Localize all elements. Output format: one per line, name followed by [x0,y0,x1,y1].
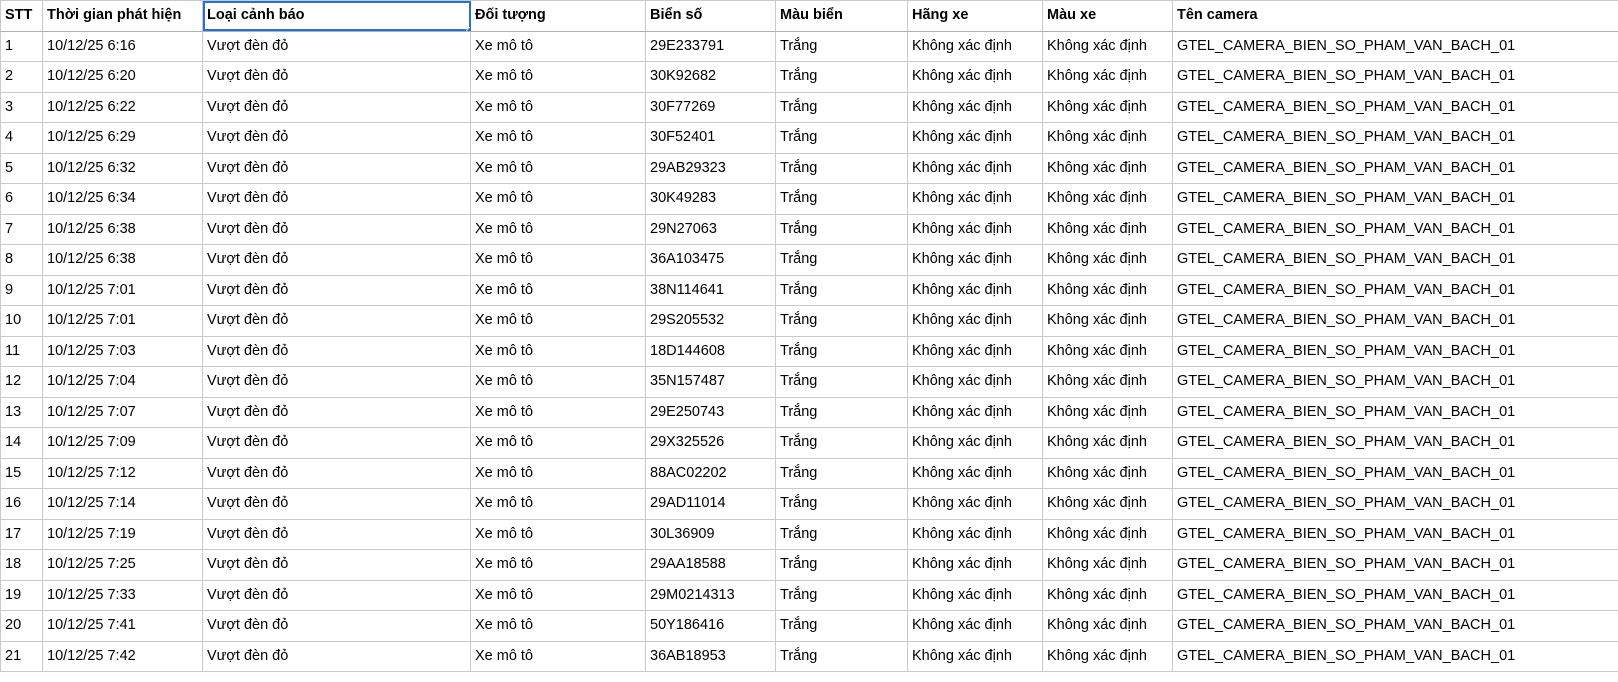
cell-type[interactable]: Vượt đèn đỏ [203,275,471,306]
cell-vehicle-color[interactable]: Không xác định [1043,62,1173,93]
cell-camera[interactable]: GTEL_CAMERA_BIEN_SO_PHAM_VAN_BACH_01 [1173,641,1618,672]
cell-type[interactable]: Vượt đèn đỏ [203,92,471,123]
cell-stt[interactable]: 20 [1,611,43,642]
cell-stt[interactable]: 4 [1,123,43,154]
cell-brand[interactable]: Không xác định [908,123,1043,154]
cell-stt[interactable]: 7 [1,214,43,245]
cell-type[interactable]: Vượt đèn đỏ [203,580,471,611]
cell-vehicle-color[interactable]: Không xác định [1043,153,1173,184]
cell-vehicle-color[interactable]: Không xác định [1043,245,1173,276]
cell-time[interactable]: 10/12/25 6:34 [43,184,203,215]
cell-plate[interactable]: 29N27063 [646,214,776,245]
cell-brand[interactable]: Không xác định [908,580,1043,611]
table-row[interactable] [1,428,1618,459]
cell-object[interactable]: Xe mô tô [471,336,646,367]
cell-vehicle-color[interactable]: Không xác định [1043,550,1173,581]
cell-vehicle-color[interactable]: Không xác định [1043,31,1173,62]
table-row[interactable] [1,489,1618,520]
cell-object[interactable]: Xe mô tô [471,275,646,306]
cell-vehicle-color[interactable]: Không xác định [1043,92,1173,123]
column-header-vehicle-color[interactable]: Màu xe [1043,1,1173,32]
cell-stt[interactable]: 10 [1,306,43,337]
cell-stt[interactable]: 18 [1,550,43,581]
cell-object[interactable]: Xe mô tô [471,31,646,62]
cell-type[interactable]: Vượt đèn đỏ [203,428,471,459]
column-header-plate[interactable]: Biển số [646,1,776,32]
cell-type[interactable]: Vượt đèn đỏ [203,611,471,642]
cell-plate-color[interactable]: Trắng [776,245,908,276]
cell-plate[interactable]: 30L36909 [646,519,776,550]
cell-stt[interactable]: 17 [1,519,43,550]
cell-plate-color[interactable]: Trắng [776,397,908,428]
cell-plate-color[interactable]: Trắng [776,611,908,642]
cell-camera[interactable]: GTEL_CAMERA_BIEN_SO_PHAM_VAN_BACH_01 [1173,275,1618,306]
cell-plate[interactable]: 29AA18588 [646,550,776,581]
cell-type[interactable]: Vượt đèn đỏ [203,519,471,550]
cell-plate-color[interactable]: Trắng [776,275,908,306]
cell-plate[interactable]: 30K49283 [646,184,776,215]
cell-type[interactable]: Vượt đèn đỏ [203,214,471,245]
cell-vehicle-color[interactable]: Không xác định [1043,641,1173,672]
cell-brand[interactable]: Không xác định [908,367,1043,398]
cell-time[interactable]: 10/12/25 7:07 [43,397,203,428]
cell-object[interactable]: Xe mô tô [471,611,646,642]
cell-time[interactable]: 10/12/25 6:38 [43,214,203,245]
cell-plate[interactable]: 29X325526 [646,428,776,459]
cell-time[interactable]: 10/12/25 6:32 [43,153,203,184]
cell-object[interactable]: Xe mô tô [471,184,646,215]
cell-brand[interactable]: Không xác định [908,428,1043,459]
cell-plate-color[interactable]: Trắng [776,367,908,398]
cell-camera[interactable]: GTEL_CAMERA_BIEN_SO_PHAM_VAN_BACH_01 [1173,611,1618,642]
cell-plate[interactable]: 18D144608 [646,336,776,367]
table-row[interactable] [1,123,1618,154]
cell-plate-color[interactable]: Trắng [776,306,908,337]
cell-stt[interactable]: 14 [1,428,43,459]
cell-object[interactable]: Xe mô tô [471,458,646,489]
cell-vehicle-color[interactable]: Không xác định [1043,397,1173,428]
cell-time[interactable]: 10/12/25 7:03 [43,336,203,367]
column-header-camera[interactable]: Tên camera [1173,1,1618,32]
cell-stt[interactable]: 2 [1,62,43,93]
cell-object[interactable]: Xe mô tô [471,397,646,428]
cell-plate[interactable]: 36A103475 [646,245,776,276]
table-row[interactable] [1,245,1618,276]
cell-plate-color[interactable]: Trắng [776,153,908,184]
cell-time[interactable]: 10/12/25 6:22 [43,92,203,123]
cell-plate-color[interactable]: Trắng [776,428,908,459]
cell-brand[interactable]: Không xác định [908,336,1043,367]
cell-stt[interactable]: 9 [1,275,43,306]
table-row[interactable] [1,184,1618,215]
cell-type[interactable]: Vượt đèn đỏ [203,336,471,367]
cell-vehicle-color[interactable]: Không xác định [1043,611,1173,642]
cell-camera[interactable]: GTEL_CAMERA_BIEN_SO_PHAM_VAN_BACH_01 [1173,367,1618,398]
cell-stt[interactable]: 16 [1,489,43,520]
cell-camera[interactable]: GTEL_CAMERA_BIEN_SO_PHAM_VAN_BACH_01 [1173,184,1618,215]
table-row[interactable] [1,397,1618,428]
cell-plate-color[interactable]: Trắng [776,519,908,550]
cell-plate[interactable]: 29E250743 [646,397,776,428]
cell-camera[interactable]: GTEL_CAMERA_BIEN_SO_PHAM_VAN_BACH_01 [1173,31,1618,62]
table-row[interactable] [1,153,1618,184]
table-row[interactable] [1,580,1618,611]
cell-vehicle-color[interactable]: Không xác định [1043,184,1173,215]
cell-type[interactable]: Vượt đèn đỏ [203,641,471,672]
cell-plate-color[interactable]: Trắng [776,580,908,611]
cell-time[interactable]: 10/12/25 6:29 [43,123,203,154]
cell-type[interactable]: Vượt đèn đỏ [203,458,471,489]
cell-plate-color[interactable]: Trắng [776,458,908,489]
cell-stt[interactable]: 13 [1,397,43,428]
cell-type[interactable]: Vượt đèn đỏ [203,397,471,428]
cell-brand[interactable]: Không xác định [908,245,1043,276]
cell-object[interactable]: Xe mô tô [471,641,646,672]
cell-stt[interactable]: 8 [1,245,43,276]
table-row[interactable] [1,367,1618,398]
cell-camera[interactable]: GTEL_CAMERA_BIEN_SO_PHAM_VAN_BACH_01 [1173,306,1618,337]
table-row[interactable] [1,550,1618,581]
table-row[interactable] [1,336,1618,367]
cell-type[interactable]: Vượt đèn đỏ [203,245,471,276]
cell-vehicle-color[interactable]: Không xác định [1043,275,1173,306]
column-header-brand[interactable]: Hãng xe [908,1,1043,32]
cell-object[interactable]: Xe mô tô [471,519,646,550]
cell-camera[interactable]: GTEL_CAMERA_BIEN_SO_PHAM_VAN_BACH_01 [1173,153,1618,184]
cell-time[interactable]: 10/12/25 7:09 [43,428,203,459]
cell-plate-color[interactable]: Trắng [776,214,908,245]
cell-plate[interactable]: 30K92682 [646,62,776,93]
cell-camera[interactable]: GTEL_CAMERA_BIEN_SO_PHAM_VAN_BACH_01 [1173,62,1618,93]
column-header-type[interactable] [203,1,471,32]
cell-brand[interactable]: Không xác định [908,92,1043,123]
cell-vehicle-color[interactable]: Không xác định [1043,214,1173,245]
table-row[interactable] [1,306,1618,337]
column-header-object[interactable]: Đối tượng [471,1,646,32]
cell-camera[interactable]: GTEL_CAMERA_BIEN_SO_PHAM_VAN_BACH_01 [1173,428,1618,459]
cell-plate-color[interactable]: Trắng [776,489,908,520]
cell-object[interactable]: Xe mô tô [471,245,646,276]
cell-brand[interactable]: Không xác định [908,611,1043,642]
table-row[interactable] [1,275,1618,306]
cell-plate[interactable]: 50Y186416 [646,611,776,642]
cell-time[interactable]: 10/12/25 7:25 [43,550,203,581]
cell-time[interactable]: 10/12/25 6:20 [43,62,203,93]
cell-stt[interactable]: 19 [1,580,43,611]
cell-camera[interactable]: GTEL_CAMERA_BIEN_SO_PHAM_VAN_BACH_01 [1173,458,1618,489]
cell-camera[interactable]: GTEL_CAMERA_BIEN_SO_PHAM_VAN_BACH_01 [1173,580,1618,611]
cell-object[interactable]: Xe mô tô [471,489,646,520]
cell-object[interactable]: Xe mô tô [471,62,646,93]
cell-brand[interactable]: Không xác định [908,184,1043,215]
cell-type[interactable]: Vượt đèn đỏ [203,550,471,581]
cell-object[interactable]: Xe mô tô [471,580,646,611]
column-header-type-label: Loại cảnh báo [207,7,305,23]
cell-vehicle-color[interactable]: Không xác định [1043,123,1173,154]
cell-vehicle-color[interactable]: Không xác định [1043,306,1173,337]
cell-camera[interactable]: GTEL_CAMERA_BIEN_SO_PHAM_VAN_BACH_01 [1173,550,1618,581]
cell-brand[interactable]: Không xác định [908,153,1043,184]
cell-plate[interactable]: 29M0214313 [646,580,776,611]
cell-stt[interactable]: 6 [1,184,43,215]
column-header-time[interactable]: Thời gian phát hiện [43,1,203,32]
cell-camera[interactable]: GTEL_CAMERA_BIEN_SO_PHAM_VAN_BACH_01 [1173,92,1618,123]
cell-stt[interactable]: 21 [1,641,43,672]
table-row[interactable] [1,214,1618,245]
cell-time[interactable]: 10/12/25 7:04 [43,367,203,398]
cell-camera[interactable]: GTEL_CAMERA_BIEN_SO_PHAM_VAN_BACH_01 [1173,336,1618,367]
table-row[interactable] [1,641,1618,672]
table-row[interactable] [1,31,1618,62]
cell-time[interactable]: 10/12/25 7:01 [43,275,203,306]
cell-time[interactable]: 10/12/25 6:16 [43,31,203,62]
cell-type[interactable]: Vượt đèn đỏ [203,62,471,93]
cell-brand[interactable]: Không xác định [908,397,1043,428]
table-row[interactable] [1,92,1618,123]
cell-camera[interactable]: GTEL_CAMERA_BIEN_SO_PHAM_VAN_BACH_01 [1173,214,1618,245]
cell-brand[interactable]: Không xác định [908,458,1043,489]
cell-brand[interactable]: Không xác định [908,62,1043,93]
cell-type[interactable]: Vượt đèn đỏ [203,31,471,62]
cell-plate[interactable]: 38N114641 [646,275,776,306]
cell-type[interactable]: Vượt đèn đỏ [203,153,471,184]
cell-plate[interactable]: 88AC02202 [646,458,776,489]
cell-camera[interactable]: GTEL_CAMERA_BIEN_SO_PHAM_VAN_BACH_01 [1173,397,1618,428]
cell-time[interactable]: 10/12/25 7:01 [43,306,203,337]
table-body [1,31,1618,672]
table-row[interactable] [1,62,1618,93]
cell-plate[interactable]: 29E233791 [646,31,776,62]
cell-object[interactable]: Xe mô tô [471,550,646,581]
cell-plate[interactable]: 30F77269 [646,92,776,123]
cell-object[interactable]: Xe mô tô [471,214,646,245]
cell-stt[interactable]: 1 [1,31,43,62]
cell-stt[interactable]: 5 [1,153,43,184]
cell-plate[interactable]: 36AB18953 [646,641,776,672]
cell-brand[interactable]: Không xác định [908,275,1043,306]
cell-object[interactable]: Xe mô tô [471,92,646,123]
cell-vehicle-color[interactable]: Không xác định [1043,336,1173,367]
cell-vehicle-color[interactable]: Không xác định [1043,580,1173,611]
cell-vehicle-color[interactable]: Không xác định [1043,519,1173,550]
cell-plate-color[interactable]: Trắng [776,336,908,367]
table-header-row [1,1,1618,32]
cell-vehicle-color[interactable]: Không xác định [1043,367,1173,398]
selection-fill-handle[interactable] [466,27,471,32]
cell-brand[interactable]: Không xác định [908,214,1043,245]
cell-plate[interactable]: 29AD11014 [646,489,776,520]
cell-brand[interactable]: Không xác định [908,31,1043,62]
table-row[interactable] [1,611,1618,642]
cell-vehicle-color[interactable]: Không xác định [1043,489,1173,520]
cell-type[interactable]: Vượt đèn đỏ [203,306,471,337]
cell-time[interactable]: 10/12/25 7:14 [43,489,203,520]
cell-plate-color[interactable]: Trắng [776,550,908,581]
cell-plate[interactable]: 30F52401 [646,123,776,154]
column-header-plate-color[interactable]: Màu biển [776,1,908,32]
cell-object[interactable]: Xe mô tô [471,367,646,398]
cell-type[interactable]: Vượt đèn đỏ [203,123,471,154]
cell-brand[interactable]: Không xác định [908,550,1043,581]
cell-plate-color[interactable]: Trắng [776,62,908,93]
cell-time[interactable]: 10/12/25 7:33 [43,580,203,611]
cell-plate[interactable]: 35N157487 [646,367,776,398]
cell-type[interactable]: Vượt đèn đỏ [203,184,471,215]
cell-type[interactable]: Vượt đèn đỏ [203,367,471,398]
cell-plate-color[interactable]: Trắng [776,123,908,154]
cell-type[interactable]: Vượt đèn đỏ [203,489,471,520]
cell-plate-color[interactable]: Trắng [776,184,908,215]
table-row[interactable] [1,458,1618,489]
cell-brand[interactable]: Không xác định [908,641,1043,672]
cell-stt[interactable]: 11 [1,336,43,367]
cell-plate-color[interactable]: Trắng [776,92,908,123]
cell-camera[interactable]: GTEL_CAMERA_BIEN_SO_PHAM_VAN_BACH_01 [1173,123,1618,154]
cell-object[interactable]: Xe mô tô [471,123,646,154]
cell-time[interactable]: 10/12/25 7:42 [43,641,203,672]
cell-plate-color[interactable]: Trắng [776,641,908,672]
cell-camera[interactable]: GTEL_CAMERA_BIEN_SO_PHAM_VAN_BACH_01 [1173,245,1618,276]
cell-stt[interactable]: 3 [1,92,43,123]
column-header-stt[interactable]: STT [1,1,43,32]
cell-object[interactable]: Xe mô tô [471,306,646,337]
cell-vehicle-color[interactable]: Không xác định [1043,428,1173,459]
cell-brand[interactable]: Không xác định [908,519,1043,550]
cell-brand[interactable]: Không xác định [908,306,1043,337]
cell-camera[interactable]: GTEL_CAMERA_BIEN_SO_PHAM_VAN_BACH_01 [1173,519,1618,550]
cell-plate[interactable]: 29S205532 [646,306,776,337]
cell-brand[interactable]: Không xác định [908,489,1043,520]
cell-time[interactable]: 10/12/25 7:12 [43,458,203,489]
cell-stt[interactable]: 12 [1,367,43,398]
cell-object[interactable]: Xe mô tô [471,153,646,184]
cell-time[interactable]: 10/12/25 7:19 [43,519,203,550]
cell-stt[interactable]: 15 [1,458,43,489]
cell-camera[interactable]: GTEL_CAMERA_BIEN_SO_PHAM_VAN_BACH_01 [1173,489,1618,520]
cell-time[interactable]: 10/12/25 7:41 [43,611,203,642]
cell-plate[interactable]: 29AB29323 [646,153,776,184]
cell-vehicle-color[interactable]: Không xác định [1043,458,1173,489]
cell-time[interactable]: 10/12/25 6:38 [43,245,203,276]
table-row[interactable] [1,519,1618,550]
cell-object[interactable]: Xe mô tô [471,428,646,459]
cell-plate-color[interactable]: Trắng [776,31,908,62]
